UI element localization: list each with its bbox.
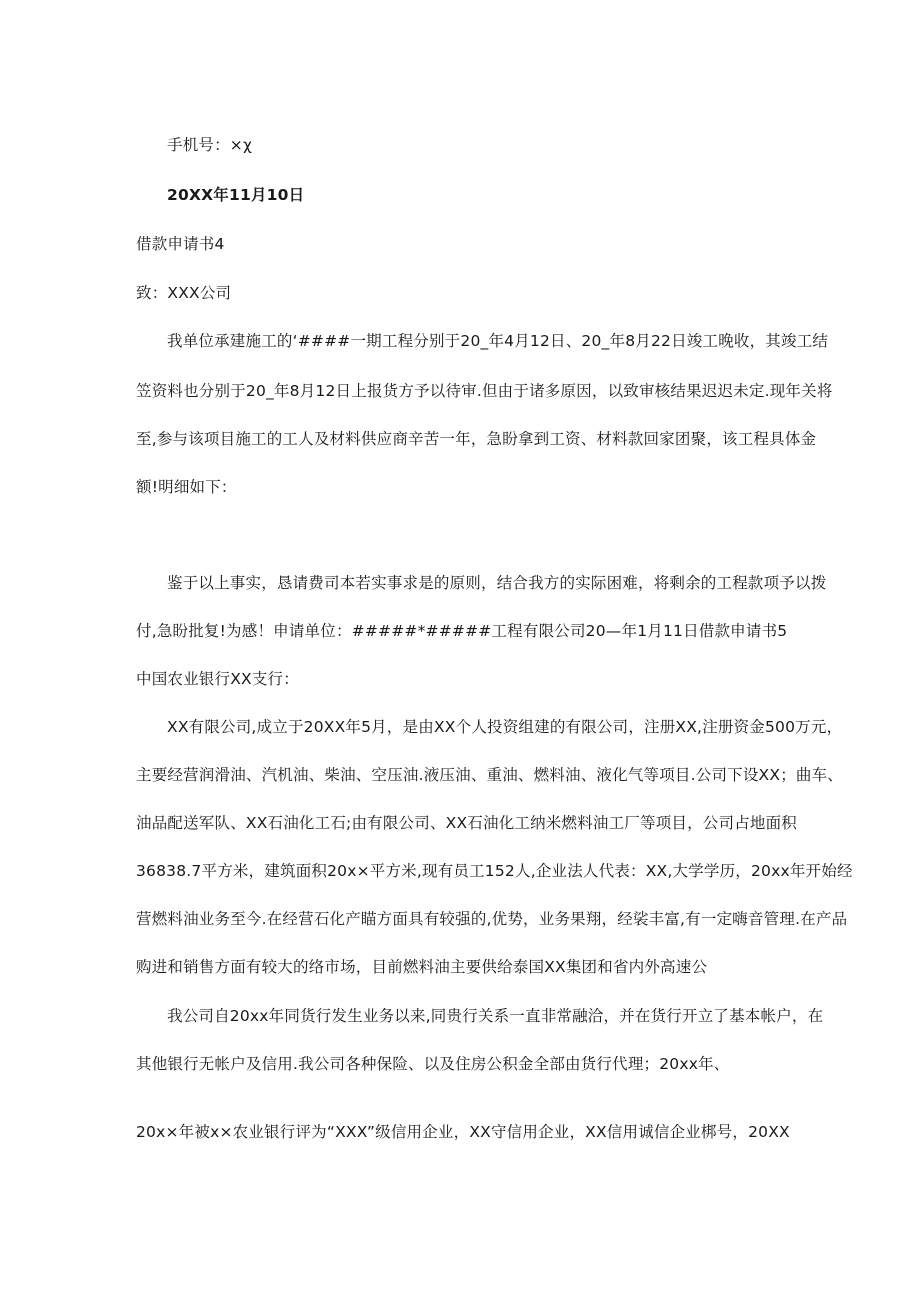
letter4-body-line: 笠资料也分别于20_年8月12日上报货方予以待审.但由于诸多原因，以致审核结果迟迟未定.现年关将	[136, 382, 833, 400]
letter5-recipient: 中国农业银行XX支行：	[136, 670, 299, 688]
letter4-recipient: 致：XXX公司	[136, 284, 232, 302]
letter5-p1-line: 营燃料油业务至今.在经营石化产瞄方面具有较强的,优势，业务果翔，经裟丰富,有一定嗨音管理.在产品	[136, 910, 848, 928]
date-line: 20XX年11月10日	[167, 186, 305, 204]
letter4-title: 借款申请书4	[136, 235, 225, 253]
letter5-p1-line: 36838.7平方米，建筑面积20x×平方米,现有员工152人,企业法人代表：XX,大学学历，20xx年开始经	[136, 862, 853, 880]
letter5-p1-line: 主要经营润滑油、汽机油、柴油、空压油.液压油、重油、燃料油、液化气等项目.公司下设XX；曲车、	[136, 766, 843, 784]
letter5-p1-line: 油品配送军队、XX石油化工石;由有限公司、XX石油化工纳米燃料油工厂等项目，公司占地面积	[136, 814, 797, 832]
letter4-body-line: 至,参与该项目施工的工人及材料供应商辛苦一年，急盼拿到工资、材料款回家团聚，该工程具体金	[136, 430, 817, 448]
letter5-p2-line: 其他银行无帐户及信用.我公司各种保险、以及住房公积金全部由货行代理；20xx年、	[136, 1055, 730, 1073]
letter4-body-line: 额!明细如下：	[136, 478, 237, 496]
letter5-p1-line: 购进和销售方面有较大的络市场，目前燃料油主要供给泰国XX集团和省内外高速公	[136, 958, 708, 976]
letter4-body-line: 我单位承建施工的‘####一期工程分别于20_年4月12日、20_年8月22日竣工晚收，其竣工结	[167, 332, 829, 350]
phone-line: 手机号：×χ	[167, 136, 253, 154]
letter5-p3-line: 20x×年被x×农业银行评为“XXX”级信用企业，XX守信用企业，XX信用诚信企业梆号，20XX	[136, 1123, 790, 1141]
letter5-p2-line: 我公司自20xx年同货行发生业务以来,同贵行关系一直非常融洽，并在货行开立了基本帐户，在	[167, 1007, 824, 1025]
letter5-p1-line: XX有限公司,成立于20XX年5月，是由XX个人投资组建的有限公司，注册XX,注册资金500万元，	[167, 718, 843, 736]
letter4-closing-line: 付,急盼批复!为感！申请单位：#####*#####工程有限公司20—年1月11日借款申请书5	[136, 622, 788, 640]
letter4-closing-line: 鉴于以上事实，恳请费司本若实事求是的原则，结合我方的实际困难，将剩余的工程款项予以拨	[167, 574, 827, 592]
